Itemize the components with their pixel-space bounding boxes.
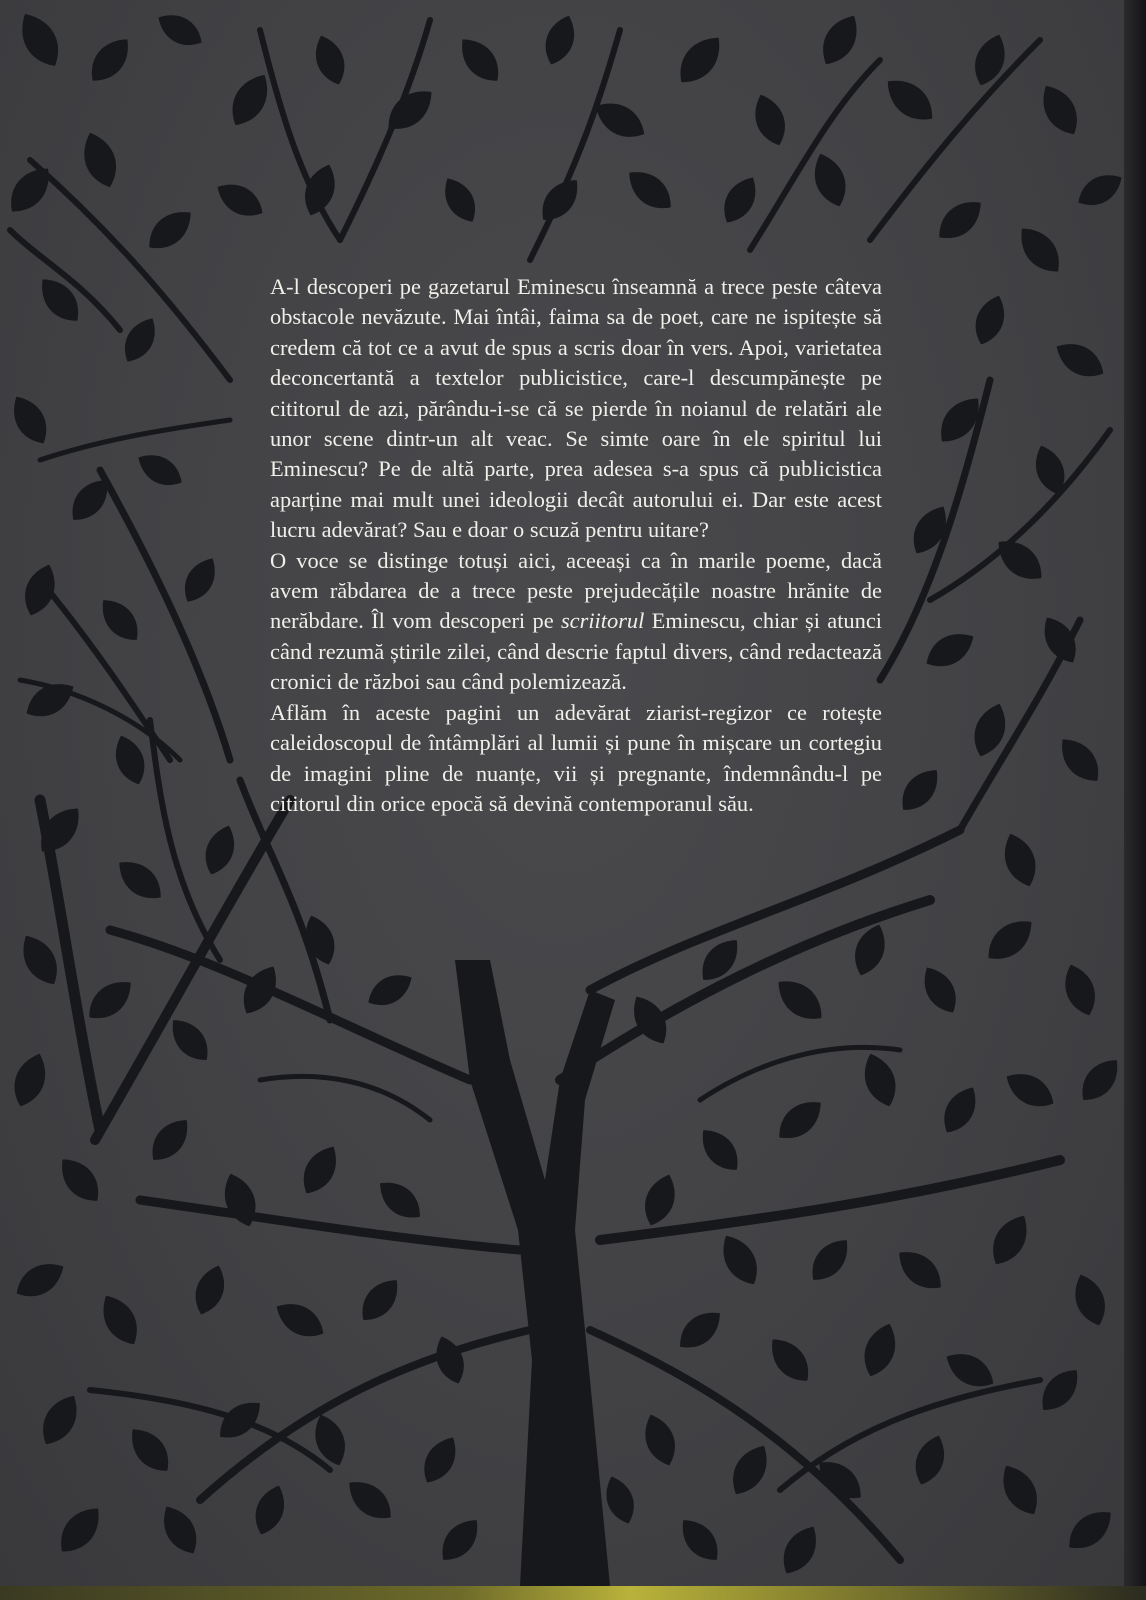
tree-trunk [455, 960, 615, 1586]
tree-branch [260, 1076, 430, 1120]
leaf [968, 30, 1012, 90]
leaf [716, 171, 765, 229]
leaf [638, 1410, 682, 1470]
tree-branch [110, 930, 470, 1080]
leaf [748, 90, 792, 150]
leaf [857, 1049, 903, 1111]
leaf [878, 70, 941, 130]
tree-branch [40, 420, 230, 460]
leaf [1073, 1052, 1124, 1109]
leaf [353, 1272, 407, 1329]
leaf [340, 1472, 399, 1528]
leaf [673, 1512, 727, 1569]
leaf [94, 1289, 147, 1352]
leaf [14, 929, 67, 992]
tree-branch [150, 720, 220, 960]
leaf [714, 1229, 767, 1292]
tree-branch [95, 800, 290, 1140]
leaf [890, 1242, 949, 1298]
leaf [155, 1500, 206, 1561]
leaf [1068, 1270, 1112, 1330]
tree-branch [530, 30, 620, 260]
leaf [433, 1512, 487, 1569]
leaf [989, 531, 1050, 589]
leaf [1060, 1502, 1119, 1558]
leaf [599, 1472, 640, 1528]
leaf [249, 1481, 292, 1539]
leaf [295, 1140, 346, 1201]
leaf [189, 1261, 232, 1319]
leaf [916, 961, 965, 1019]
leaf [132, 446, 188, 493]
leaf [109, 731, 152, 789]
leaf [533, 172, 587, 229]
leaf [223, 67, 278, 132]
leaf [638, 1170, 682, 1230]
leaf [762, 1330, 818, 1389]
leaf [769, 971, 830, 1029]
leaf [416, 1431, 465, 1489]
leaf [122, 1420, 178, 1479]
leaf [309, 31, 352, 89]
blurb-text [270, 272, 882, 819]
leaf [52, 1150, 108, 1209]
leaf [625, 990, 676, 1051]
leaf [1050, 335, 1111, 386]
leaf [969, 291, 1012, 349]
leaf [775, 1520, 826, 1581]
book-bottom-edge [0, 1586, 1146, 1600]
leaf [143, 1112, 197, 1169]
leaf [984, 1209, 1037, 1272]
blurb-paragraph-2-end: Eminescu, chiar și atunci când rezumă știrile zilei, când descrie faptul divers, când redactează cronici de război sau când polemizează. [270, 608, 882, 695]
leaf [693, 1122, 747, 1179]
tree-branch [140, 1200, 520, 1250]
leaf [372, 1173, 429, 1227]
tree-branch [340, 20, 430, 240]
leaf [10, 1255, 71, 1306]
leaf [857, 1319, 903, 1381]
leaf [362, 966, 418, 1013]
leaf [1052, 730, 1108, 789]
leaf [5, 390, 56, 451]
leaf [110, 852, 169, 908]
leaf [920, 625, 981, 676]
leaf [217, 1169, 263, 1231]
leaf [807, 149, 853, 211]
leaf [32, 270, 88, 329]
leaf [724, 1439, 777, 1502]
leaf [672, 1303, 729, 1357]
tree-branch [590, 1330, 900, 1560]
book-edge [1124, 0, 1146, 1600]
leaf [1058, 960, 1102, 1020]
leaf [176, 552, 223, 608]
leaf [116, 312, 163, 368]
leaf [18, 560, 62, 620]
leaf [76, 128, 124, 193]
leaf [12, 6, 69, 73]
leaf [140, 202, 199, 258]
leaf [1000, 1065, 1061, 1116]
leaf [994, 1459, 1047, 1522]
leaf [1, 159, 59, 220]
leaf [93, 592, 147, 649]
leaf [212, 1393, 269, 1447]
leaf [34, 1389, 87, 1452]
leaf [152, 6, 208, 53]
blurb-paragraph-2 [270, 546, 882, 698]
leaf [930, 192, 989, 248]
leaf [1034, 79, 1087, 142]
blurb-emphasis: scriitorul [560, 608, 645, 634]
leaf [803, 1232, 857, 1289]
leaf [893, 762, 947, 819]
blurb-paragraph-3: Aflăm în aceste pagini un adevărat ziarist-regizor ce rotește caleidoscopul de întâmplări al lumii și pune în mișcare un cortegiu de imagini pline de nuanțe, vii și pregnante, îndemnându-l pe cititorul din orice epocă să devină contemporanul său. [270, 699, 882, 816]
leaf [452, 30, 508, 89]
leaf [80, 972, 139, 1028]
leaf [211, 176, 269, 225]
leaf [199, 821, 242, 879]
leaf [620, 162, 679, 218]
leaf [163, 1012, 217, 1069]
leaf [539, 11, 582, 69]
blurb-paragraph-2-start: O voce se distinge totuși aici, aceeași ca în marile poeme, dacă avem răbdarea de a trece peste prejudecățile noastre hrănite de nerăbdare. Îl vom descoperi pe [270, 547, 882, 634]
leaf [1072, 166, 1124, 213]
leaf [909, 1431, 952, 1489]
leaf [670, 28, 730, 91]
leaf [814, 9, 867, 72]
leaf [1011, 219, 1069, 280]
leaf [936, 1081, 985, 1139]
leaf [1033, 1362, 1087, 1419]
leaf [82, 30, 138, 89]
leaf [7, 1049, 53, 1111]
leaf [51, 1499, 109, 1560]
tree-branch [750, 60, 880, 250]
leaf [436, 172, 483, 228]
leaf [997, 829, 1043, 891]
blurb-paragraph-1: A-l descoperi pe gazetarul Eminescu înseamnă a trece peste câteva obstacole nevăzute. Mai întâi, faima sa de poet, care ne ispitește să credem că tot ce a avut de spus a scris doar în vers. Apoi, varietatea deconcertantă a textelor publicistice, care-l descumpănește pe cititorul de azi, părându-i-se că se pierde în noianul de relatări ale unor scene dintr-un alt veac. Se simte oare în ele spiritul lui Eminescu? Pe de altă parte, prea adesea s-a spus că publicistica aparține mai mult unei ideologii decât autorului ei. Dar este acest lucru adevărat? Sau e doar o scuză pentru uitare? [270, 274, 882, 543]
leaf [770, 1092, 829, 1148]
leaf [979, 911, 1040, 969]
leaf [270, 1295, 331, 1346]
